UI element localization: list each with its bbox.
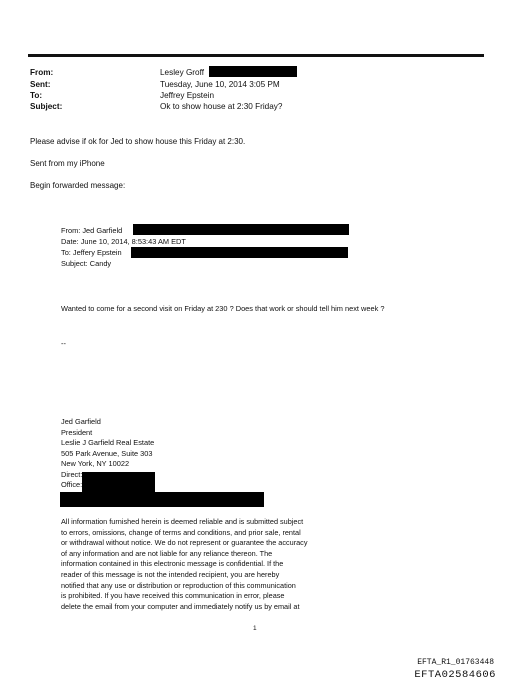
redaction-forwarded-from xyxy=(133,224,349,235)
signature-separator: -- xyxy=(61,339,66,348)
signature-address-2: New York, NY 10022 xyxy=(61,459,130,468)
to-value: Jeffrey Epstein xyxy=(160,91,215,100)
from-label: From: xyxy=(30,68,54,77)
to-label: To: xyxy=(30,91,43,100)
forwarded-from: From: Jed Garfield xyxy=(61,226,123,235)
signature-title: President xyxy=(61,427,93,437)
disclaimer xyxy=(61,517,366,612)
disclaimer-line: delete the email from your computer and immediately notify us by email at xyxy=(61,601,300,611)
signature-direct: Direct: xyxy=(61,469,83,479)
sent-value: Tuesday, June 10, 2014 3:05 PM xyxy=(160,80,280,89)
from-value: Lesley Groff xyxy=(160,68,204,77)
redaction-email-line xyxy=(60,492,264,507)
disclaimer-line: information contained in this electronic message is confidential. If the xyxy=(61,559,284,569)
redaction-forwarded-to xyxy=(131,247,348,258)
bates-number-small: EFTA_R1_01763448 xyxy=(417,658,494,667)
disclaimer-line: is prohibited. If you have received this communication in error, please xyxy=(61,591,285,601)
redaction-phone-numbers xyxy=(82,472,155,492)
sent-label: Sent: xyxy=(30,80,51,89)
body-line-sent-from: Sent from my iPhone xyxy=(30,159,105,168)
header-rule xyxy=(28,54,484,57)
signature-address-1: 505 Park Avenue, Suite 303 xyxy=(61,448,153,458)
disclaimer-line: All information furnished herein is deemed reliable and is submitted subject xyxy=(61,517,304,526)
disclaimer-line: reader of this message is not the intended recipient, you are hereby xyxy=(61,569,280,579)
forwarded-subject: Subject: Candy xyxy=(61,259,112,268)
disclaimer-line: or withdrawal without notice. We do not represent or guarantee the accuracy xyxy=(61,538,308,548)
forwarded-to: To: Jeffery Epstein xyxy=(61,248,122,257)
forwarded-message: Wanted to come for a second visit on Friday at 230 ? Does that work or should tell him next week ? xyxy=(61,304,385,313)
signature-company: Leslie J Garfield Real Estate xyxy=(61,438,155,447)
signature-office: Office: xyxy=(61,480,83,489)
signature-name: Jed Garfield xyxy=(61,417,101,426)
redaction-from-email xyxy=(209,66,297,77)
forwarded-date: Date: June 10, 2014, 8:53:43 AM EDT xyxy=(61,237,186,246)
subject-label: Subject: xyxy=(30,102,63,111)
bates-number-large: EFTA02584606 xyxy=(414,669,496,681)
disclaimer-line: of any information and are not liable for any reliance thereon. The xyxy=(61,548,273,558)
page-number: 1 xyxy=(253,625,257,632)
body-line-advise: Please advise if ok for Jed to show house this Friday at 2:30. xyxy=(30,137,246,146)
disclaimer-line: to errors, omissions, change of terms and conditions, and prior sale, rental xyxy=(61,527,301,537)
subject-value: Ok to show house at 2:30 Friday? xyxy=(160,102,283,111)
body-line-begin-forwarded: Begin forwarded message: xyxy=(30,181,126,190)
disclaimer-line: notified that any use or distribution or reproduction of this communication xyxy=(61,580,296,590)
